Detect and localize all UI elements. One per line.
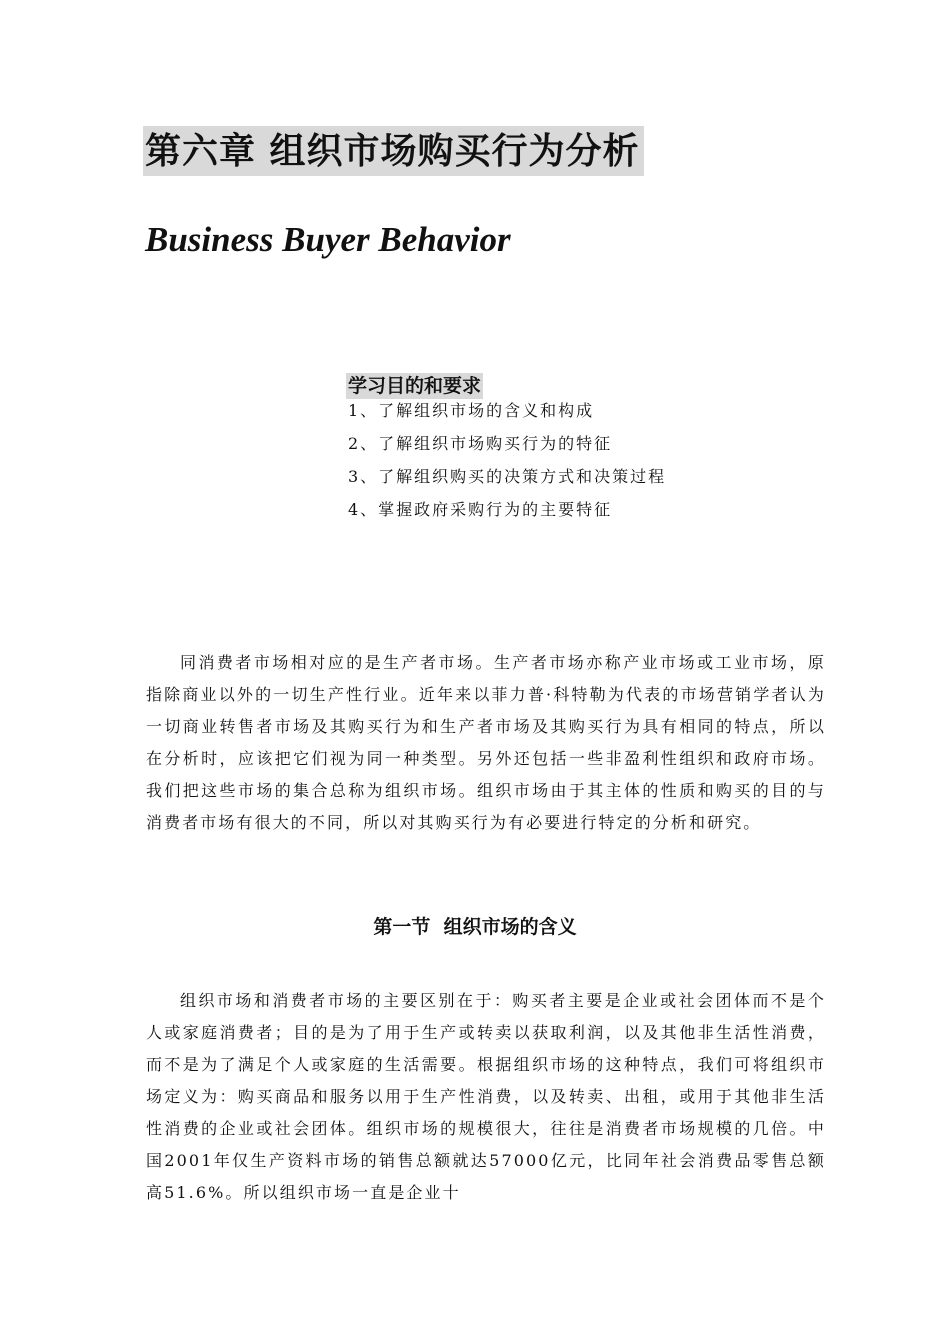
objective-item: 4、掌握政府采购行为的主要特征: [348, 500, 613, 519]
english-subtitle: Business Buyer Behavior: [145, 220, 511, 259]
intro-paragraph: 同消费者市场相对应的是生产者市场。生产者市场亦称产业市场或工业市场，原指除商业以外的一切生产性行业。近年来以菲力普·科特勒为代表的市场营销学者认为一切商业转售者市场及其购买行为和生产者市场及其购买行为具有相同的特点，所以在分析时，应该把它们视为同一种类型。另外还包括一些非盈利性组织和政府市场。我们把这些市场的集合总称为组织市场。组织市场由于其主体的性质和购买的目的与消费者市场有很大的不同，所以对其购买行为有必要进行特定的分析和研究。: [146, 653, 826, 832]
chapter-title: 第六章 组织市场购买行为分析: [143, 126, 644, 176]
objective-item: 2、了解组织市场购买行为的特征: [348, 434, 613, 453]
section-heading: 第一节 组织市场的含义: [373, 916, 577, 938]
objectives-heading: 学习目的和要求: [348, 375, 482, 397]
objectives-list: [348, 400, 666, 532]
objective-item: 1、了解组织市场的含义和构成: [348, 401, 595, 420]
objective-item: 3、了解组织购买的决策方式和决策过程: [348, 467, 667, 486]
section-paragraph: 组织市场和消费者市场的主要区别在于：购买者主要是企业或社会团体而不是个人或家庭消费者；目的是为了用于生产或转卖以获取利润，以及其他非生活性消费，而不是为了满足个人或家庭的生活需要。根据组织市场的这种特点，我们可将组织市场定义为：购买商品和服务以用于生产性消费，以及转卖、出租，或用于其他非生活性消费的企业或社会团体。组织市场的规模很大，往往是消费者市场规模的几倍。中国2001年仅生产资料市场的销售总额就达57000亿元，比同年社会消费品零售总额高51.6%。所以组织市场一直是企业十: [146, 991, 826, 1202]
